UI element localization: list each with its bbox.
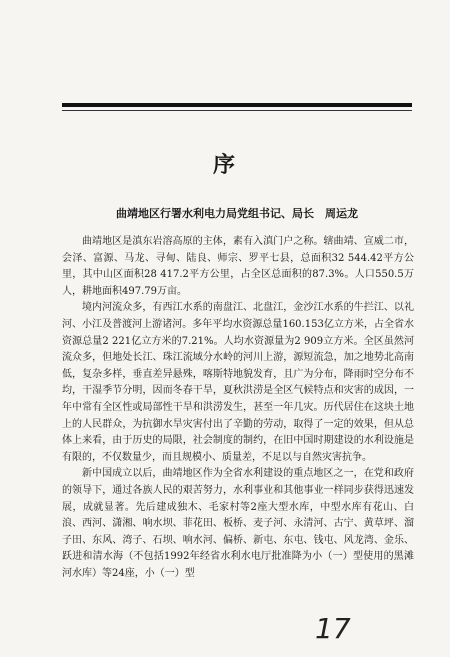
page-title: 序: [212, 152, 237, 178]
header-rule-thin: [62, 110, 412, 111]
page-number: 17: [315, 612, 351, 645]
body-text: [62, 234, 414, 582]
paragraph-2: 境内河流众多，有西江水系的南盘江、北盘江，金沙江水系的牛拦江、以礼河、小江及普渡河上游诸河。多年平均水资源总量160.153亿立方米，占全省水资源总量2 221亿立方米的7.21%。人均水资源量为2 909立方米。全区虽然河流众多，但地处长江、珠江流域分水岭的河川上游，源短流急，加之地势北高南低，复杂多样，垂直差异悬殊，喀斯特地貌发育，且广为分布，降雨时空分布不均，干湿季节分明，因而冬春干旱，夏秋洪涝是全区气候特点和灾害的成因，一年中常有全区性或局部性干旱和洪涝发生，甚至一年几灾。历代居住在这块土地上的人民群众，为抗御水旱灾害付出了辛勤的劳动，取得了一定的效果，但从总体上来看，由于历史的局限，社会制度的制约，在旧中国时期建设的水利设施是有限的，不仅数量少，而且规模小、质量差，不足以与自然灾害抗争。: [62, 302, 414, 463]
paragraph-3: 新中国成立以后，曲靖地区作为全省水利建设的重点地区之一，在党和政府的领导下，通过各族人民的艰苦努力，水利事业和其他事业一样同步获得迅速发展，成就显著。先后建成独木、毛家村等2座大型水库，中型水库有花山、白浪、西河、潇湘、响水坝、菲花田、板桥、麦子河、永清河、古宁、黄草坪、溜子田、东风、湾子、石坝、响水河、偏桥、新屯、东屯、钱屯、风龙湾、金乐、跃进和清水海（不包括1992年经省水利水电厅批准降为小（一）型使用的黑滩河水库）等24座，小（一）型: [62, 468, 414, 579]
paragraph-1: 曲靖地区是滇东岩溶高原的主体，素有入滇门户之称。辖曲靖、宣威二市，会泽、富源、马龙、寻甸、陆良、师宗、罗平七县，总面积32 544.42平方公里，其中山区面积28 417.2平方公里，占全区总面积的87.3%。人口550.5万人，耕地面积497.79万亩。: [62, 236, 414, 297]
header-rule-thick: [62, 103, 412, 107]
author-byline: 曲靖地区行署水利电力局党组书记、局长 周运龙: [116, 207, 358, 220]
